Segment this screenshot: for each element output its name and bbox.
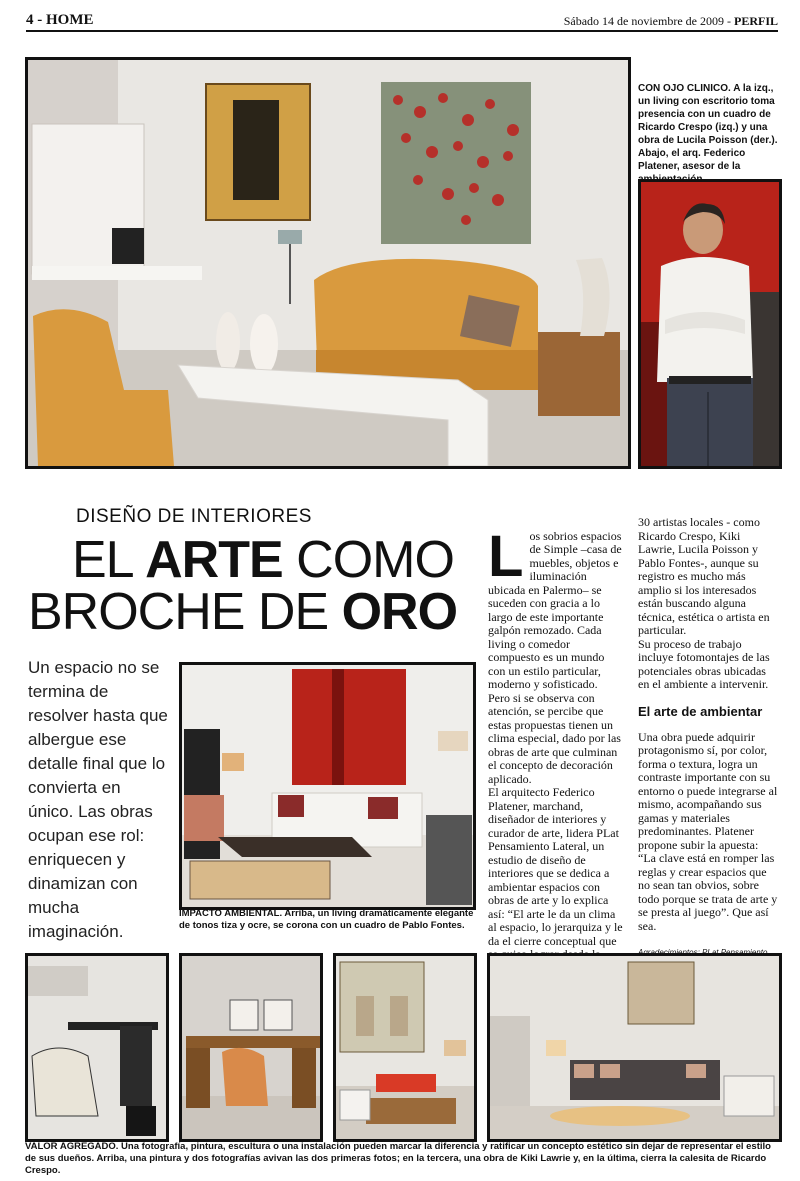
bottom-caption-text: Una fotografía, pintura, escultura o una instalación pueden marcar la diferencia y ratificar un concepto estético sin dejar de representar el estilo de sus dueños. Arriba, una pintura y dos fotografías avivan las dos primeras fotos; en la tercera, una obra de Kiki Lawrie y, en la última, cierra la calesita de Ricardo Crespo.	[25, 1141, 771, 1176]
article-kicker: DISEÑO DE INTERIORES	[76, 506, 312, 527]
carousel-illustration	[490, 956, 779, 1139]
bottom-photo-4	[487, 953, 782, 1142]
desk-illustration	[182, 956, 320, 1139]
kiki-lawrie-illustration	[336, 956, 474, 1139]
section-label: 4 - HOME	[26, 12, 94, 28]
headline-line-2: BROCHE DE ORO	[28, 583, 458, 641]
mid-caption-text: Arriba, un living dramáticamente elegante de tonos tiza y ocre, se corona con un cuadro de Pablo Fontes.	[179, 908, 474, 931]
mid-caption-lead: IMPACTO AMBIENTAL.	[179, 908, 283, 919]
middle-photo-caption	[179, 908, 475, 932]
article-lede: Un espacio no se termina de resolver hasta que albergue ese detalle final que lo convierta en único. Las obras ocupan ese rol: enriquecen y dinamizan con mucha imaginación.	[28, 658, 168, 941]
dramatic-living-illustration	[182, 665, 473, 907]
column-1-text: os sobrios espacios de Simple –casa de muebles, objetos e iluminación ubicada en Palermo– se suceden con gracia a lo largo de este importante galpón remozado. Cada living o comedor compuesto es un mundo con un estilo particular, moderno y sofisticado. Pero si se observa con atención, se percibe que estas propuestas tienen un clima especial, dado por las obras de arte que culminan el concepto de decoración aplicado. El arquitecto Federico Platener, marchand, diseñador de interiores y curador de arte, lidera PLat Pensamiento Lateral, un estudio de diseño de interiores que se dedica a ambientar espacios con obras de arte y lo explica así: “El arte le da un clima al espacio, lo jerarquiza y le da el cierre conceptual que	[488, 528, 623, 948]
living-room-illustration	[28, 60, 628, 466]
bottom-caption	[25, 1141, 777, 1177]
drop-cap: L	[488, 523, 524, 589]
headline-line-1: EL ARTE COMO	[72, 531, 454, 589]
subheading: El arte de ambientar	[638, 703, 763, 719]
article-column-1	[488, 516, 624, 1016]
bottom-photo-1	[25, 953, 169, 1142]
newspaper-name: PERFIL	[733, 14, 778, 28]
column-2-text-b: Una obra puede adquirir protagonismo sí, por color, forma o textura, logra un contraste importante con su entorno o puede integrarse al mismo, acompañando sus gamas y materiales predominantes. Platener propone subir la apuesta: “La clave está en romper las reglas y crear espacios que no sean tan obvios, sobre todo porque se trata de arte y se presta al juego”. Que así sea.	[638, 729, 778, 933]
bottom-caption-lead: VALOR AGREGADO.	[25, 1141, 119, 1152]
bottom-photo-2	[179, 953, 323, 1142]
armchair-illustration	[28, 956, 166, 1139]
architect-portrait	[641, 182, 779, 466]
portrait-photo	[638, 179, 782, 469]
bottom-photo-3	[333, 953, 477, 1142]
top-photo-caption	[638, 82, 778, 186]
living-room-photo	[25, 57, 631, 469]
issue-date: Sábado 14 de noviembre de 2009 - PERFIL	[563, 14, 778, 28]
top-caption-text: A la izq., un living con escritorio toma presencia con un cuadro de Ricardo Crespo (izq.) y una obra de Lucila Poisson (der.). Abajo, el arq. Federico Platener, asesor de la	[638, 83, 778, 172]
top-caption-lead: CON OJO CLINICO.	[638, 83, 731, 94]
dramatic-living-photo	[179, 662, 476, 910]
article-column-2	[638, 516, 778, 1008]
column-2-text-a: 30 artistas locales - como Ricardo Crespo, Kiki Lawrie, Lucila Poisson y Pablo Fontes-, aunque su registro es mucho más amplio si los interesados están buscando alguna técnica, estética o artista en particular. Su proceso de trabajo incluye fotomontajes de las potenciales obras ubicadas en el ambiente a intervenir.	[638, 515, 770, 691]
